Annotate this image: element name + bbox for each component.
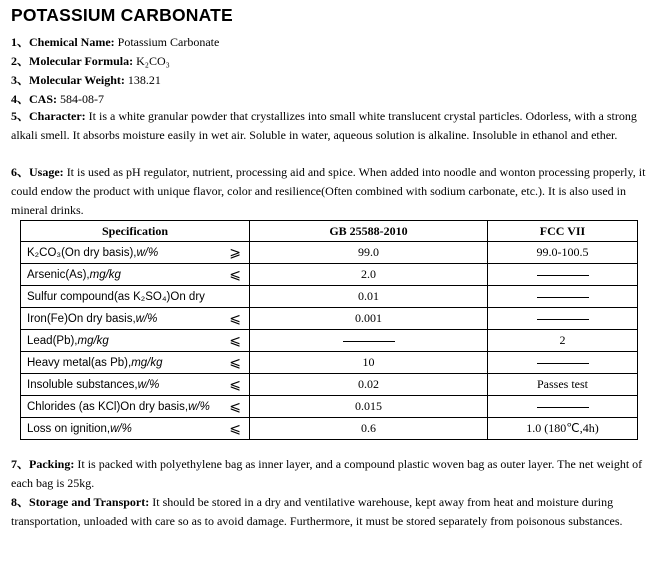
item-label: Packing: bbox=[29, 457, 75, 471]
fcc-value: Passes test bbox=[488, 374, 638, 396]
item-number: 2、 bbox=[11, 54, 30, 68]
dash-line bbox=[537, 407, 589, 408]
spec-unit: w/% bbox=[110, 422, 132, 435]
item-text: 138.21 bbox=[124, 73, 161, 87]
item-number: 1、 bbox=[11, 35, 30, 49]
comparison-symbol: ⩽ bbox=[229, 354, 241, 370]
usage-paragraph bbox=[11, 163, 653, 220]
item-number: 4、 bbox=[11, 92, 30, 106]
spec-unit: mg/kg bbox=[89, 268, 121, 281]
spec-unit: w/% bbox=[135, 312, 158, 325]
spec-name: Chlorides (as KCl)On dry basis, bbox=[27, 400, 189, 413]
table-row bbox=[21, 352, 638, 374]
fcc-value-dash bbox=[488, 264, 638, 286]
item-text: Potassium Carbonate bbox=[114, 35, 220, 49]
gb-value: 0.02 bbox=[250, 374, 488, 396]
spec-unit: mg/kg bbox=[131, 356, 163, 369]
table-header-row bbox=[21, 221, 638, 242]
gb-value: 0.01 bbox=[250, 286, 488, 308]
comparison-symbol: ⩽ bbox=[229, 310, 241, 326]
fcc-value: 99.0-100.5 bbox=[488, 242, 638, 264]
table-row bbox=[21, 374, 638, 396]
specification-table bbox=[20, 220, 638, 440]
spec-cell bbox=[21, 286, 250, 308]
comparison-symbol: ⩽ bbox=[229, 398, 241, 414]
spec-cell bbox=[21, 264, 250, 286]
spec-name: K₂CO₃(On dry basis), bbox=[27, 246, 137, 259]
item-text: 584-08-7 bbox=[57, 92, 105, 106]
molecular-formula-line bbox=[11, 52, 653, 71]
table-row bbox=[21, 418, 638, 440]
item-number: 7、 bbox=[11, 457, 30, 471]
comparison-symbol: ⩾ bbox=[229, 244, 241, 260]
fcc-value-dash bbox=[488, 352, 638, 374]
item-number: 8、 bbox=[11, 495, 30, 509]
comparison-symbol: ⩽ bbox=[229, 420, 241, 436]
table-row bbox=[21, 286, 638, 308]
item-number: 5、 bbox=[11, 109, 30, 123]
spec-cell bbox=[21, 308, 250, 330]
dash-line bbox=[343, 341, 395, 342]
item-text: It should be stored in a dry and ventilative warehouse, kept away from heat and moisture during transportation, unloaded with care so as to avoid damage. Furthermore, it must be stored separately from poisonous substances. bbox=[11, 495, 623, 528]
table-row bbox=[21, 264, 638, 286]
spec-name: Loss on ignition, bbox=[27, 422, 111, 435]
item-label: Usage: bbox=[29, 165, 64, 179]
item-label: Molecular Formula: bbox=[29, 54, 134, 68]
spec-name: Sulfur compound(as K₂SO₄)On dry bbox=[27, 290, 205, 303]
item-label: CAS: bbox=[29, 92, 58, 106]
comparison-symbol: ⩽ bbox=[229, 266, 241, 282]
spec-cell bbox=[21, 396, 250, 418]
spec-cell bbox=[21, 330, 250, 352]
dash-line bbox=[537, 275, 589, 276]
comparison-symbol: ⩽ bbox=[229, 376, 241, 392]
gb-value: 2.0 bbox=[250, 264, 488, 286]
item-label: Storage and Transport: bbox=[29, 495, 150, 509]
item-label: Chemical Name: bbox=[29, 35, 115, 49]
spec-unit: mg/kg bbox=[77, 334, 109, 347]
gb-value: 0.6 bbox=[250, 418, 488, 440]
spec-name: Lead(Pb), bbox=[27, 334, 78, 347]
header-specification: Specification bbox=[21, 221, 250, 242]
spec-cell bbox=[21, 242, 250, 264]
item-number: 6、 bbox=[11, 165, 30, 179]
table-row bbox=[21, 330, 638, 352]
comparison-symbol: ⩽ bbox=[229, 332, 241, 348]
fcc-value-dash bbox=[488, 308, 638, 330]
item-label: Character: bbox=[29, 109, 86, 123]
header-fcc: FCC VII bbox=[488, 221, 638, 242]
spec-cell bbox=[21, 374, 250, 396]
dash-line bbox=[537, 363, 589, 364]
packing-paragraph bbox=[11, 455, 653, 493]
header-gb: GB 25588-2010 bbox=[250, 221, 488, 242]
chemical-name-line bbox=[11, 33, 653, 52]
spec-name: Arsenic(As), bbox=[27, 268, 90, 281]
item-text: K₂CO₃ bbox=[133, 54, 170, 68]
item-number: 3、 bbox=[11, 73, 30, 87]
gb-value: 99.0 bbox=[250, 242, 488, 264]
spec-unit: w/% bbox=[188, 400, 210, 413]
fcc-value-dash bbox=[488, 396, 638, 418]
spec-cell bbox=[21, 352, 250, 374]
gb-value-dash bbox=[250, 330, 488, 352]
item-label: Molecular Weight: bbox=[29, 73, 125, 87]
gb-value: 10 bbox=[250, 352, 488, 374]
spec-name: Heavy metal(as Pb), bbox=[27, 356, 132, 369]
fcc-value-dash bbox=[488, 286, 638, 308]
item-text: It is packed with polyethylene bag as inner layer, and a compound plastic woven bag as outer layer. The net weight of each bag is 25kg. bbox=[11, 457, 643, 490]
spec-name: Iron(Fe)On dry basis, bbox=[27, 312, 136, 325]
dash-line bbox=[537, 319, 589, 320]
table-row bbox=[21, 308, 638, 330]
spec-cell bbox=[21, 418, 250, 440]
spec-name: Insoluble substances, bbox=[27, 378, 138, 391]
spec-unit: w/% bbox=[136, 246, 159, 259]
molecular-weight-line bbox=[11, 71, 653, 90]
gb-value: 0.015 bbox=[250, 396, 488, 418]
item-text: It is a white granular powder that crystallizes into small white translucent crystal particles. Odorless, with a strong alkali smell. It absorbs moisture easily in wet air. Soluble in water, aqueous solution is alkaline. Insoluble in ethanol and ether. bbox=[11, 109, 637, 142]
storage-paragraph bbox=[11, 493, 653, 531]
spec-unit: w/% bbox=[137, 378, 160, 391]
character-paragraph bbox=[11, 107, 653, 145]
table-row bbox=[21, 242, 638, 264]
fcc-value: 1.0 (180℃,4h) bbox=[488, 418, 638, 440]
dash-line bbox=[537, 297, 589, 298]
table-row bbox=[21, 396, 638, 418]
fcc-value: 2 bbox=[488, 330, 638, 352]
item-text: It is used as pH regulator, nutrient, processing aid and spice. When added into noodle and wonton processing properly, it could endow the product with unique flavor, color and resilience(Often combined with sodium carbonate, etc.). It is also used in mineral drinks. bbox=[11, 165, 646, 217]
page-title: POTASSIUM CARBONATE bbox=[11, 5, 233, 25]
gb-value: 0.001 bbox=[250, 308, 488, 330]
